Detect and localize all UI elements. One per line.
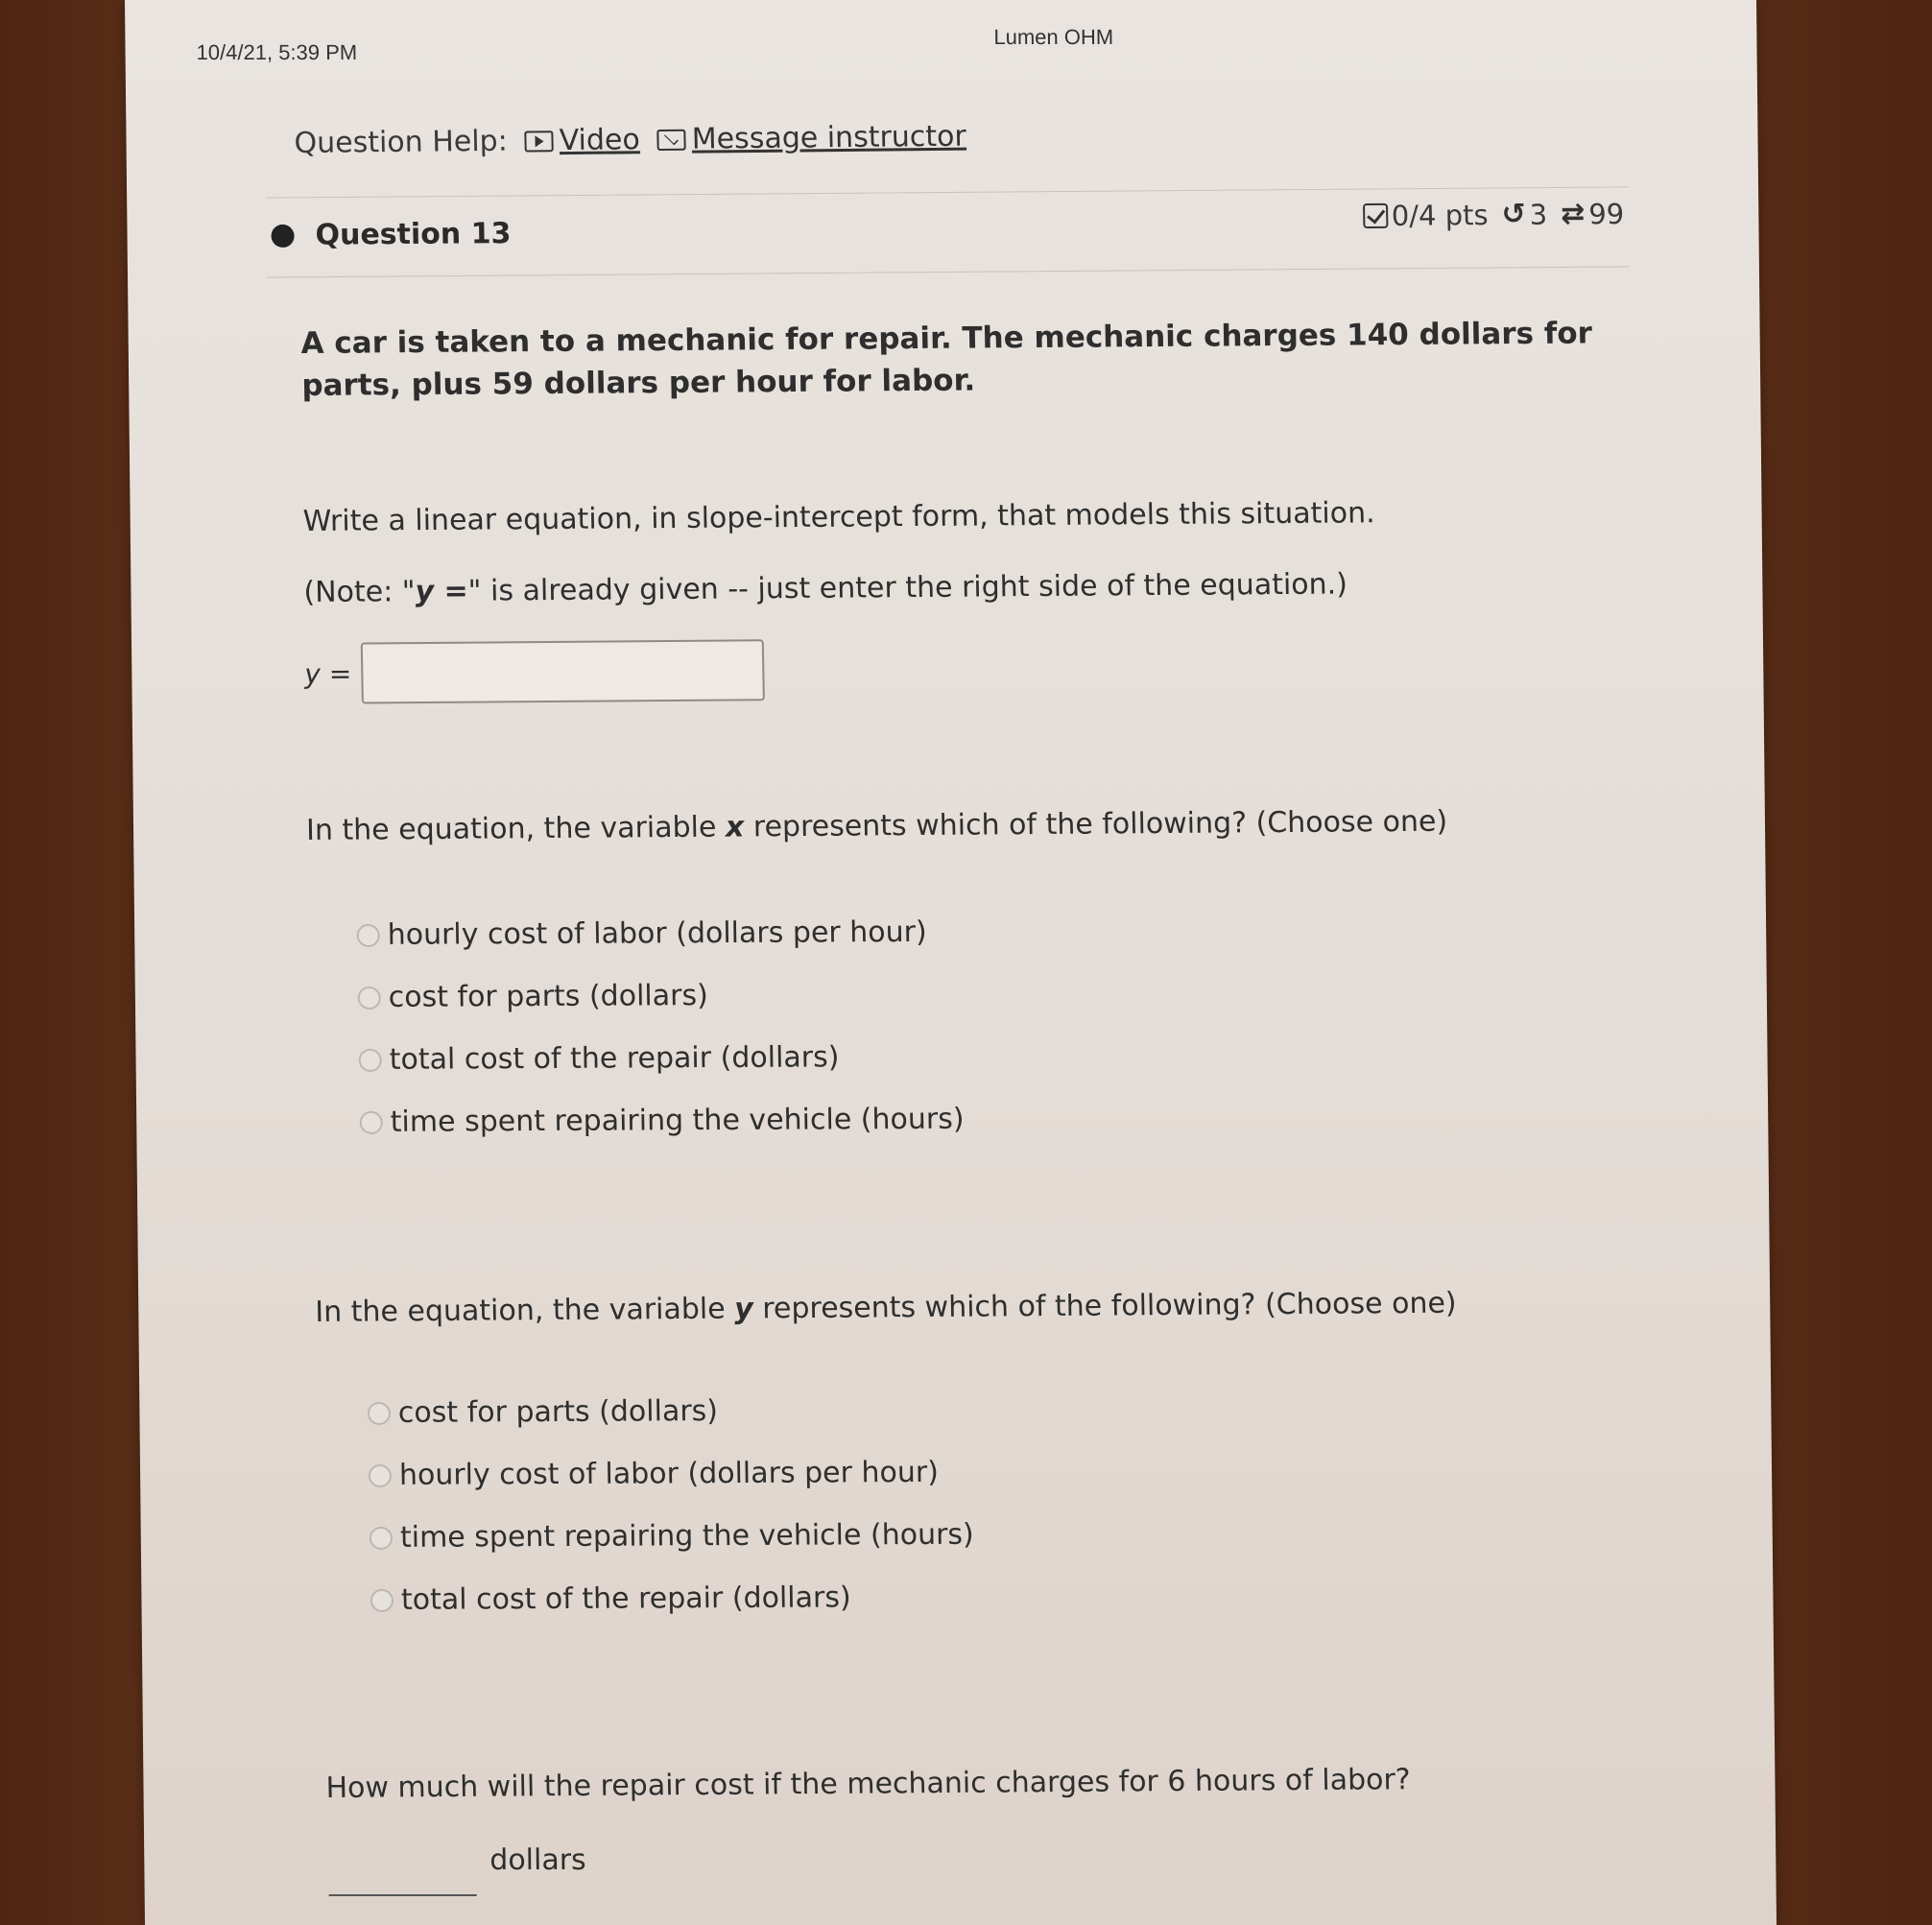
radio-button[interactable] <box>357 923 380 946</box>
radio-button[interactable] <box>360 1110 383 1133</box>
equation-note: (Note: "y =" is already given -- just enter the right side of the equation.) <box>303 567 1348 609</box>
repeat-icon: ⇄ <box>1560 197 1586 231</box>
attempts-text: 99 <box>1587 197 1625 230</box>
cost-question: How much will the repair cost if the mechanic charges for 6 hours of labor? <box>325 1763 1412 1805</box>
y-options <box>367 1379 975 1631</box>
question-title: Question 13 <box>315 217 512 252</box>
printed-page <box>125 0 1777 1925</box>
equation-input[interactable] <box>361 639 765 703</box>
checkbox-icon <box>1363 202 1388 227</box>
equation-prompt: Write a linear equation, in slope-intercept form, that models this situation. <box>302 496 1375 538</box>
x-options <box>356 901 965 1153</box>
video-link-label: Video <box>559 123 641 158</box>
x-option[interactable]: hourly cost of labor (dollars per hour) <box>356 901 962 966</box>
points-text: 0/4 pts <box>1391 198 1489 232</box>
equation-row <box>304 639 765 704</box>
question-meta <box>1362 197 1624 232</box>
message-instructor-label: Message instructor <box>691 119 967 156</box>
video-play-icon <box>525 131 554 152</box>
question-header <box>271 197 1625 255</box>
retries-indicator <box>1501 198 1547 231</box>
y-option[interactable]: cost for parts (dollars) <box>367 1379 972 1444</box>
print-site-title: Lumen OHM <box>993 25 1114 49</box>
y-option[interactable]: time spent repairing the vehicle (hours) <box>369 1504 974 1569</box>
points-indicator <box>1362 199 1488 232</box>
radio-button[interactable] <box>358 986 381 1009</box>
y-option[interactable]: total cost of the repair (dollars) <box>370 1566 975 1631</box>
retries-text: 3 <box>1529 198 1548 231</box>
radio-button[interactable] <box>370 1526 393 1549</box>
cost-input[interactable] <box>328 1835 477 1896</box>
mail-icon <box>657 129 686 150</box>
question-help <box>294 120 966 160</box>
cost-answer-row <box>328 1835 586 1896</box>
y-variable-question: In the equation, the variable y represents which of the following? (Choose one) <box>315 1286 1457 1329</box>
retry-icon: ↺ <box>1501 197 1527 231</box>
problem-statement: A car is taken to a mechanic for repair. The mechanic charges 140 dollars for parts, plus 59 dollars per hour for labor. <box>300 316 1593 403</box>
x-option[interactable]: time spent repairing the vehicle (hours) <box>359 1088 965 1153</box>
message-instructor-link[interactable] <box>656 120 966 156</box>
cost-unit: dollars <box>489 1843 586 1877</box>
radio-button[interactable] <box>359 1048 382 1071</box>
divider-bottom <box>267 266 1630 277</box>
radio-button[interactable] <box>370 1588 394 1611</box>
x-option[interactable]: total cost of the repair (dollars) <box>358 1026 964 1091</box>
print-datetime: 10/4/21, 5:39 PM <box>196 40 358 64</box>
radio-button[interactable] <box>368 1401 391 1424</box>
x-option[interactable]: cost for parts (dollars) <box>357 963 963 1029</box>
y-option[interactable]: hourly cost of labor (dollars per hour) <box>368 1441 973 1507</box>
video-link[interactable] <box>524 123 640 157</box>
radio-button[interactable] <box>369 1463 392 1486</box>
question-status-dot <box>271 225 294 248</box>
x-variable-question: In the equation, the variable x represents which of the following? (Choose one) <box>305 804 1448 847</box>
question-help-label: Question Help: <box>294 124 509 160</box>
attempts-indicator <box>1561 197 1625 231</box>
divider-top <box>266 186 1629 198</box>
equation-label: y = <box>304 657 352 690</box>
